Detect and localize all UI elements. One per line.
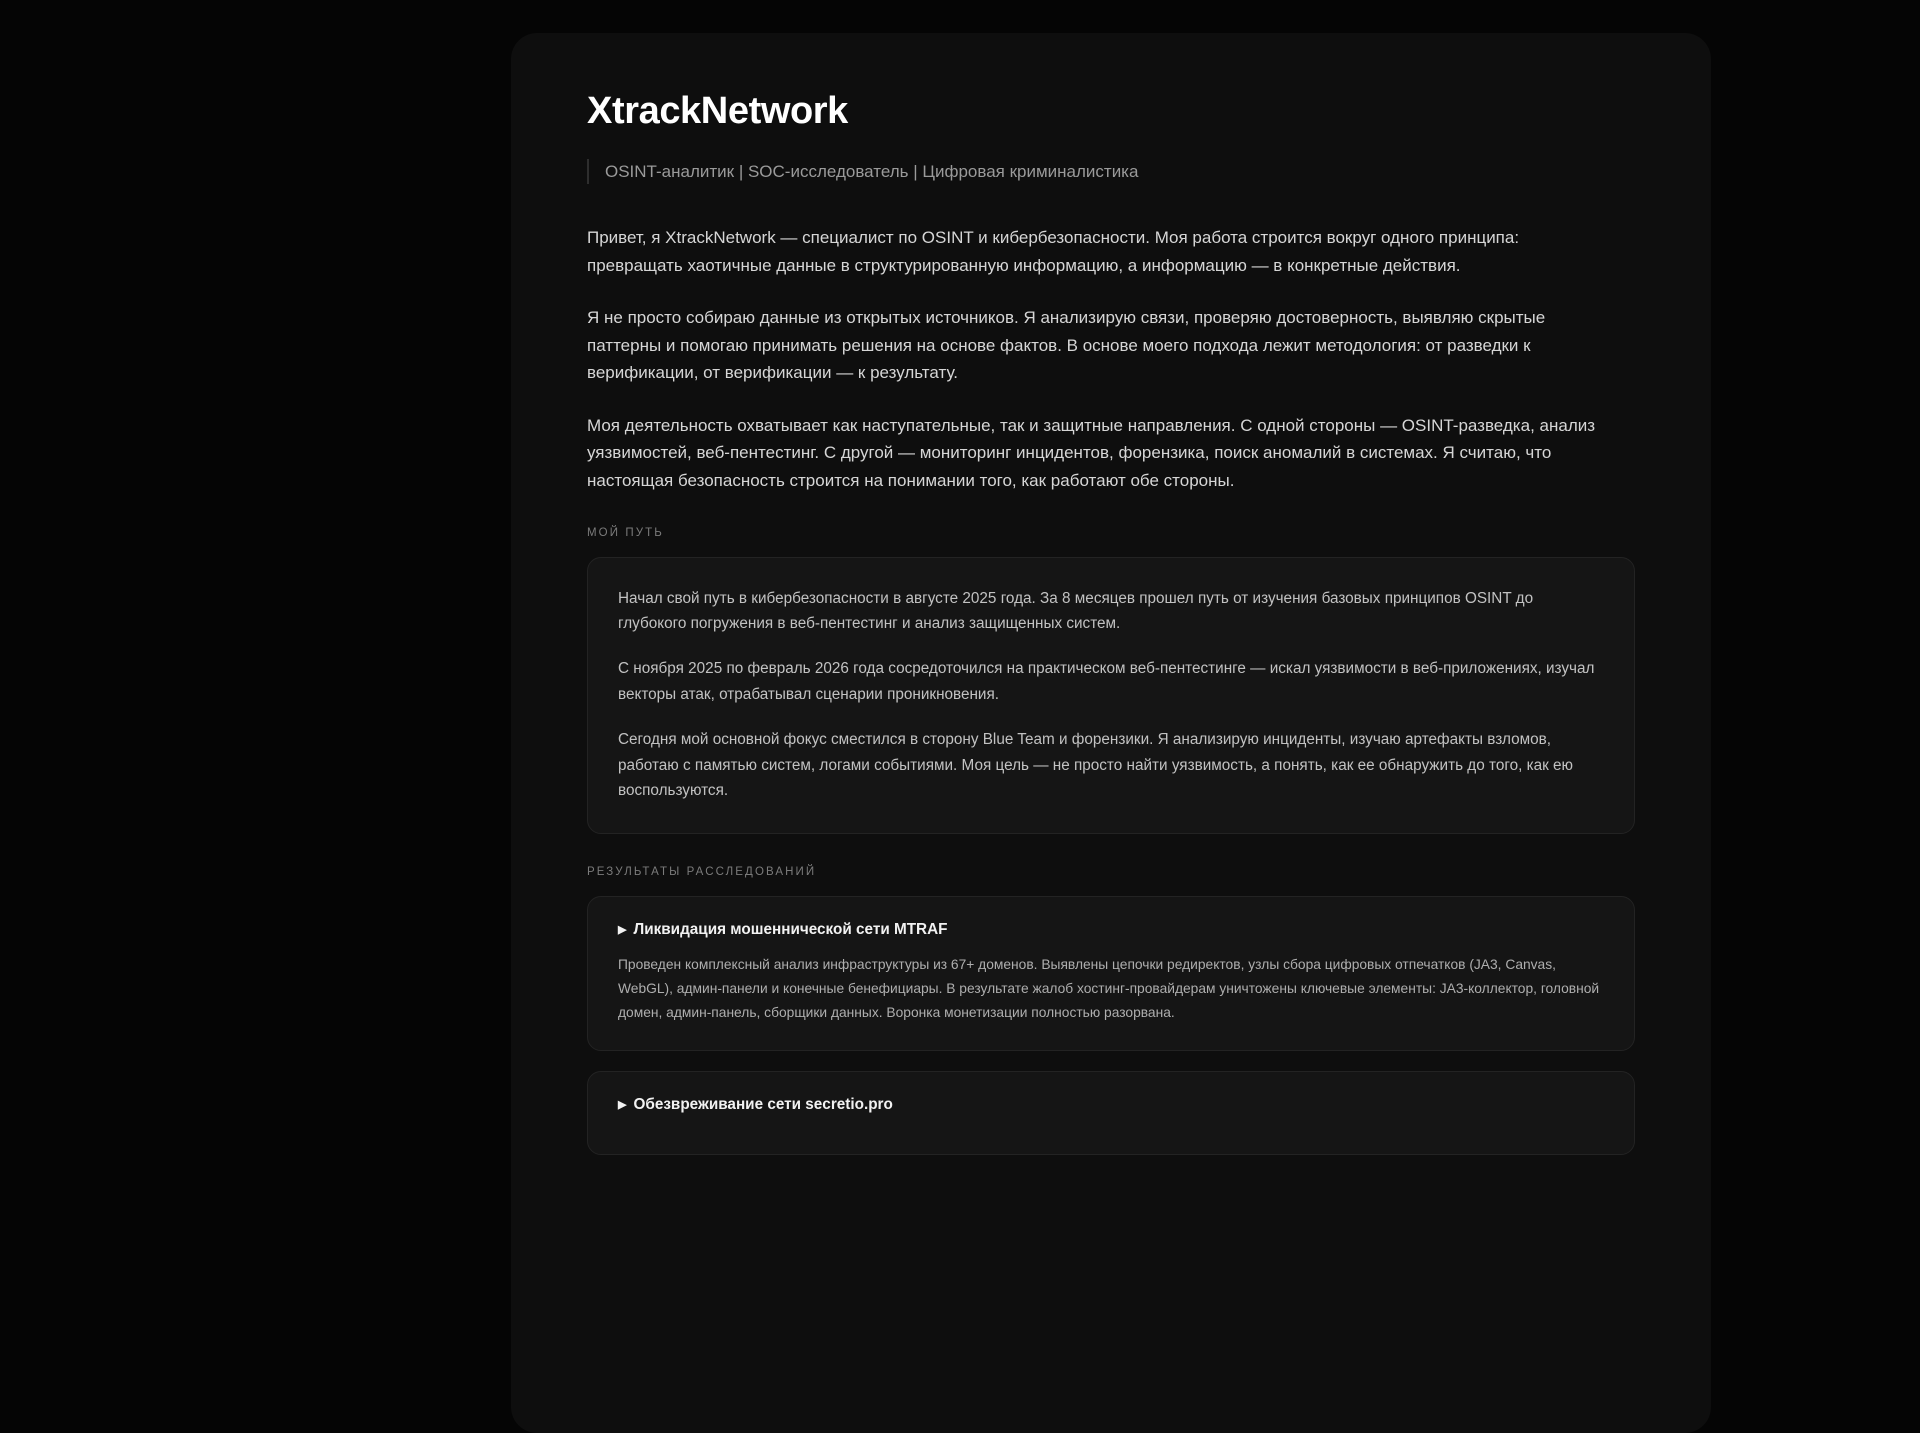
my-path-paragraph: С ноября 2025 по февраль 2026 года сосредоточился на практическом веб-пентестинге — искал уязвимости в веб-приложениях, изучал векторы атак, отрабатывал сценарии проникновения. [618, 660, 1595, 703]
intro-paragraph-3: Моя деятельность охватывает как наступательные, так и защитные направления. С одной стороны — OSINT-разведка, анализ уязвимостей, веб-пентестинг. С другой — мониторинг инцидентов, форензика, поиск аномалий в системах. Я считаю, что настоящая безопасность строится на понимании того, как работают обе стороны. [587, 415, 1596, 491]
disclosure-triangle-icon: ▶ [618, 924, 627, 937]
case-title: Ликвидация мошеннической сети MTRAF [633, 921, 948, 939]
my-path-paragraph: Сегодня мой основной фокус сместился в сторону Blue Team и форензики. Я анализирую инциденты, изучаю артефакты взломов, работаю с памятью систем, логами событиями. Моя цель — не просто найти уязвимость, а понять, как ее обнаружить до того, как ею воспользуются. [618, 731, 1574, 799]
profile-subtitle: OSINT-аналитик | SOC-исследователь | Цифровая криминалистика [605, 161, 1139, 181]
intro-paragraph-1: Привет, я XtrackNetwork — специалист по OSINT и кибербезопасности. Моя работа строится вокруг одного принципа: превращать хаотичные данные в структурированную информацию, а информацию — в конкретные действия. [587, 228, 1520, 275]
section-label-investigation-results: РЕЗУЛЬТАТЫ РАССЛЕДОВАНИЙ [587, 866, 817, 879]
case-card[interactable] [587, 896, 1635, 1051]
my-path-paragraph: Начал свой путь в кибербезопасности в августе 2025 года. За 8 месяцев прошел путь от изучения базовых принципов OSINT до глубокого погружения в веб-пентестинг и анализ защищенных систем. [618, 589, 1534, 632]
page-title: XtrackNetwork [587, 90, 848, 132]
case-title: Обезвреживание сети secretio.pro [633, 1096, 893, 1114]
intro-paragraph-2: Я не просто собираю данные из открытых источников. Я анализирую связи, проверяю достоверность, выявляю скрытые паттерны и помогаю принимать решения на основе фактов. В основе моего подхода лежит методология: от разведки к верификации, от верификации — к результату. [587, 308, 1546, 383]
subtitle-block [587, 159, 1635, 185]
disclosure-triangle-icon: ▶ [618, 1099, 627, 1112]
case-summary-toggle[interactable] [618, 1096, 1604, 1114]
section-label-my-path: МОЙ ПУТЬ [587, 526, 664, 539]
case-summary-toggle[interactable] [618, 921, 1604, 939]
profile-card [511, 33, 1711, 1433]
my-path-panel [587, 557, 1635, 835]
case-card[interactable] [587, 1071, 1635, 1155]
case-body: Проведен комплексный анализ инфраструктуры из 67+ доменов. Выявлены цепочки редиректов, узлы сбора цифровых отпечатков (JA3, Canvas, WebGL), админ-панели и конечные бенефициары. В результате жалоб хостинг-провайдерам уничтожены ключевые элементы: JA3-коллектор, головной домен, админ-панель, сборщики данных. Воронка монетизации полностью разорвана. [618, 957, 1600, 1020]
